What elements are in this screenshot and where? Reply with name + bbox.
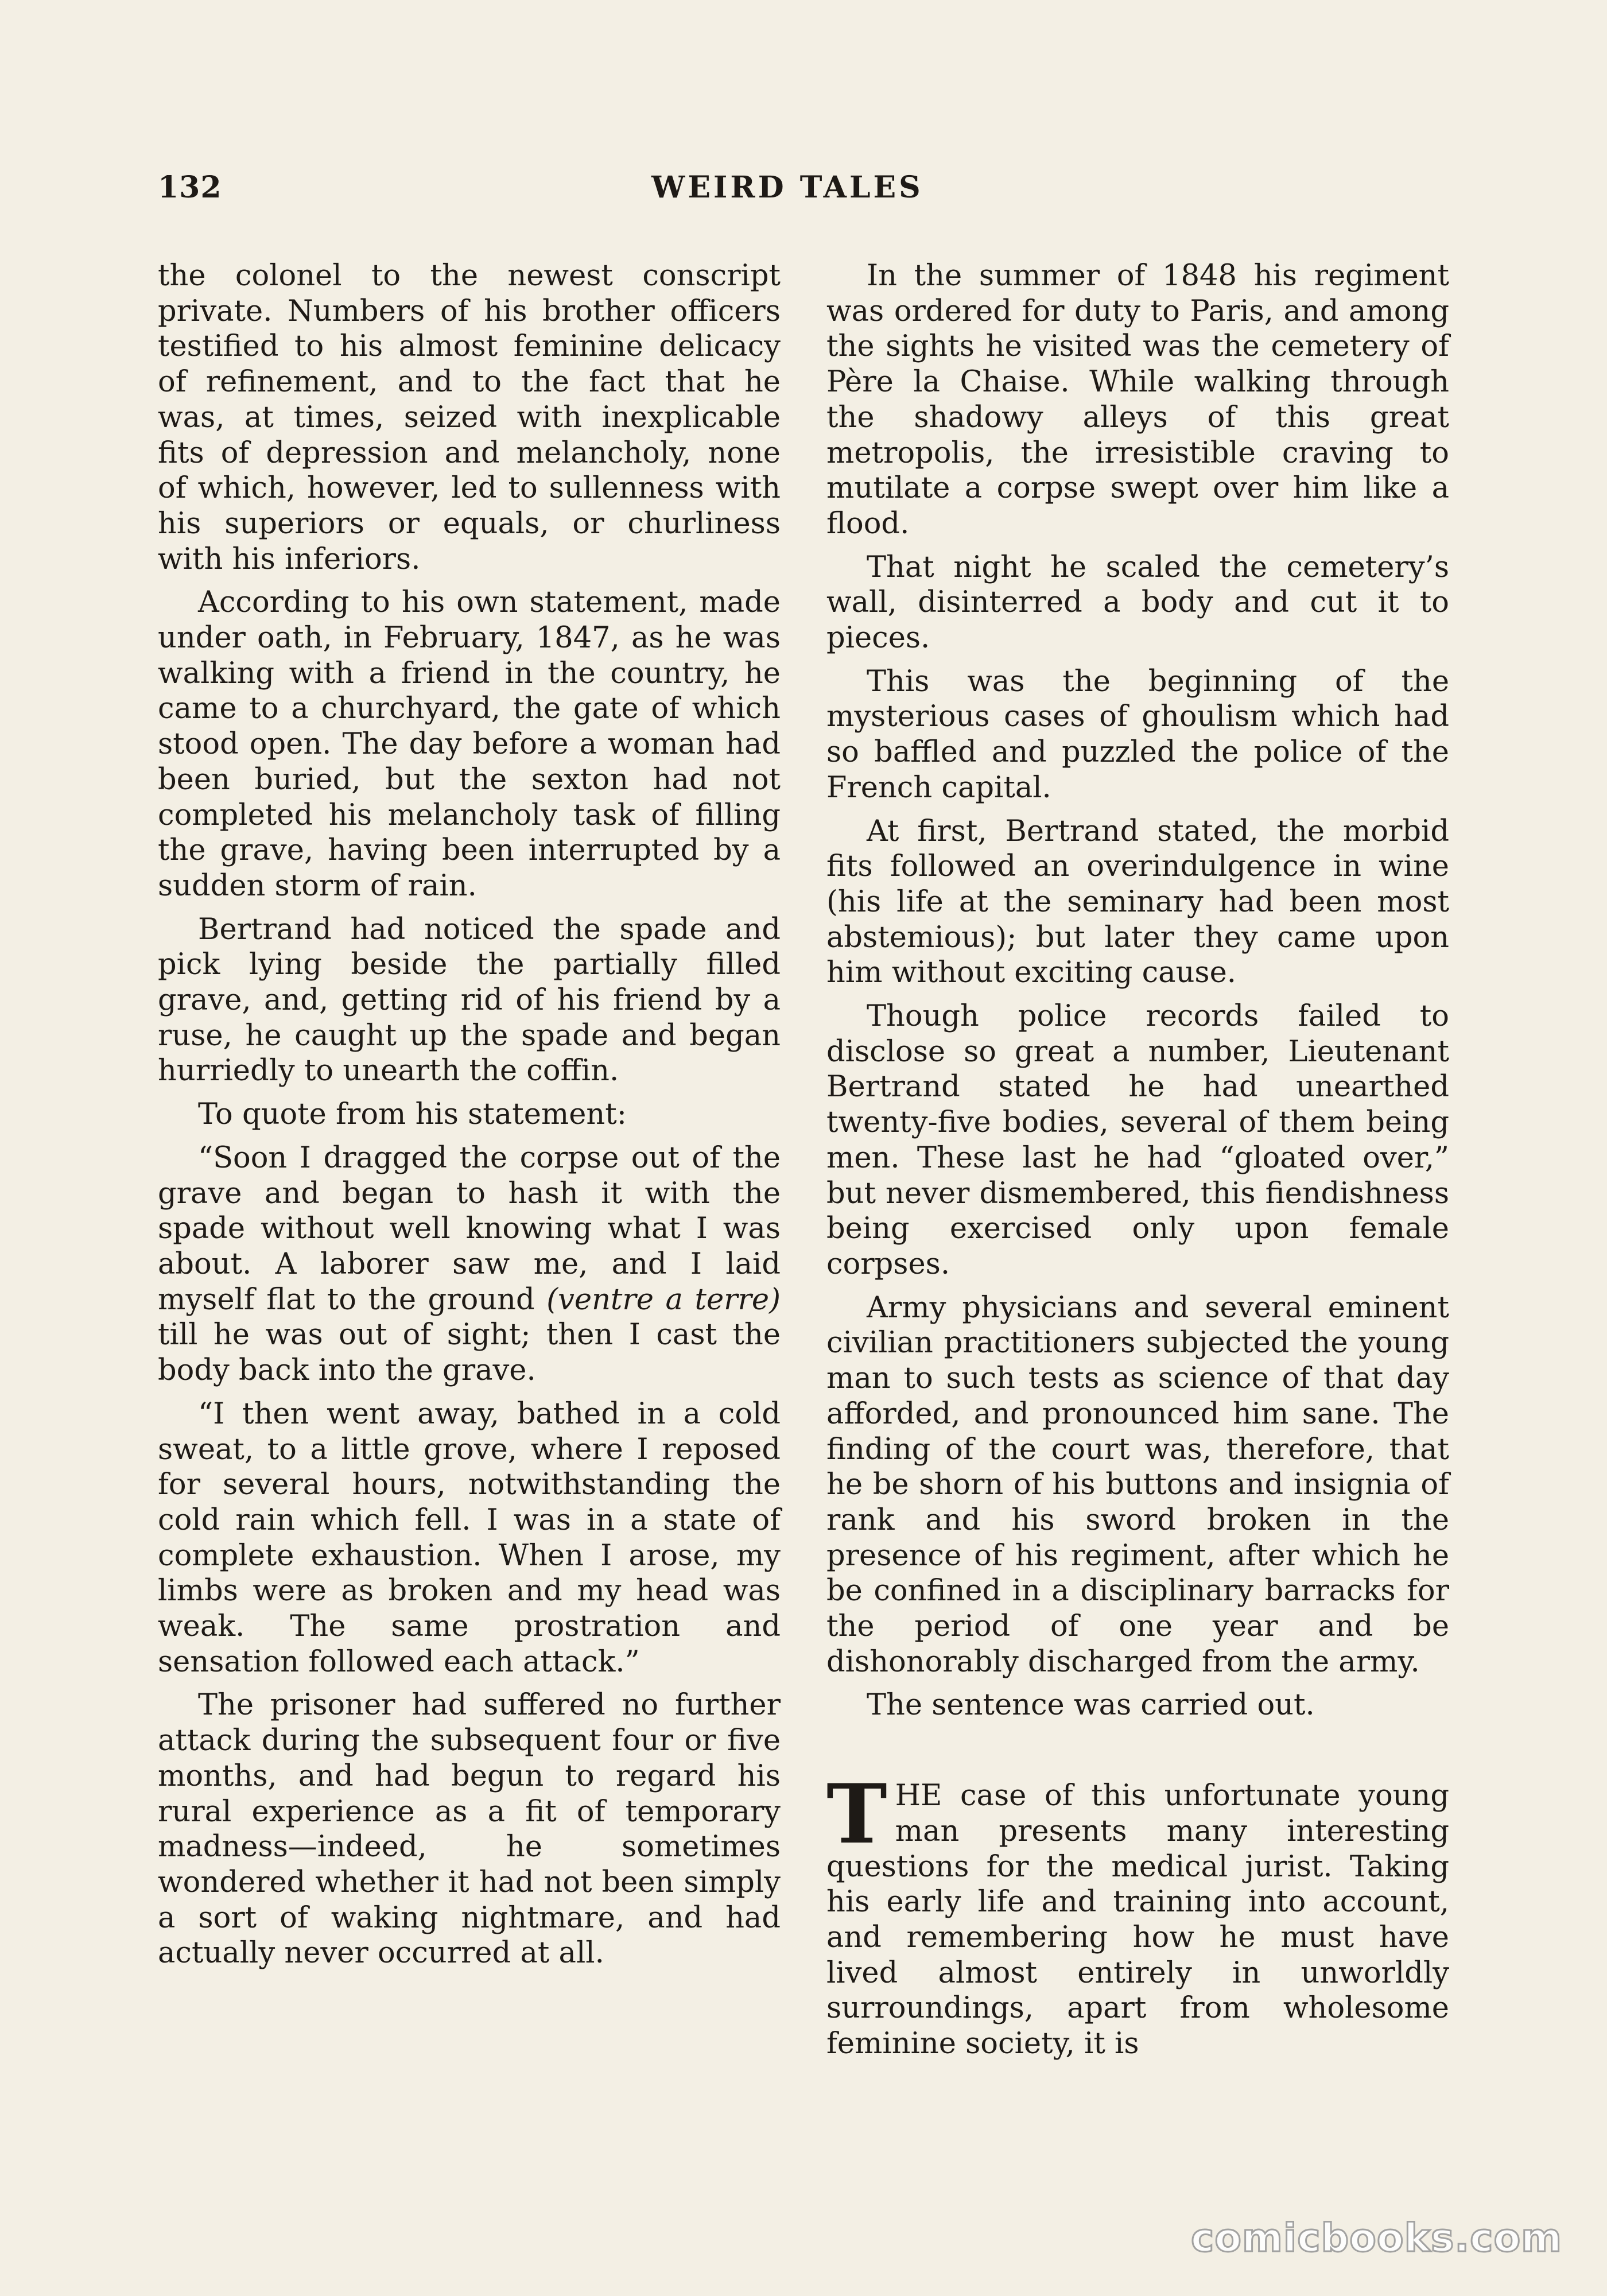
- quote-text: till he was out of sight; then I cast the body back into the grave.: [158, 1318, 781, 1388]
- paragraph: This was the beginning of the mysterious cases of ghoulism which had so baffled and puzzled the police of the French capital.: [826, 664, 1449, 805]
- right-column: [826, 258, 1449, 2070]
- paragraph: Army physicians and several eminent civilian practitioners subjected the young man to such tests as science of that day afforded, and pronounced him sane. The finding of the court was, therefore, that he be shorn of his buttons and insignia of rank and his sword broken in the presence of his regiment, after which he be confined in a disciplinary barracks for the period of one year and be dishonorably discharged from the army.: [826, 1290, 1449, 1679]
- quote-paragraph: “I then went away, bathed in a cold sweat, to a little grove, where I reposed for several hours, notwithstanding the cold rain which fell. I was in a state of complete exhaustion. When I arose, my limbs were as broken and my head was weak. The same prostration and sensation followed each attack.”: [158, 1397, 781, 1679]
- left-column: [158, 258, 781, 1979]
- running-header-title: WEIRD TALES: [651, 170, 923, 205]
- paragraph-text: HE case of this unfortunate young man presents many interesting questions for the medical jurist. Taking his early life and training into account, and remembering how he must have lived almost entirely in unworldly surroundings, apart from wholesome feminine society, it is: [826, 1779, 1449, 2061]
- section-opening-paragraph: [826, 1767, 1449, 2062]
- paragraph: At first, Bertrand stated, the morbid fits followed an overindulgence in wine (his life at the seminary had been most abstemious); but later they came upon him without exciting cause.: [826, 814, 1449, 990]
- page-number: 132: [158, 170, 222, 205]
- quote-paragraph: [158, 1141, 781, 1389]
- italic-phrase: (ventre a terre): [546, 1282, 781, 1317]
- paragraph: In the summer of 1848 his regiment was ordered for duty to Paris, and among the sights he visited was the cemetery of Père la Chaise. While walking through the shadowy alleys of this great metropolis, the irresistible craving to mutilate a corpse swept over him like a flood.: [826, 259, 1449, 541]
- paragraph: The prisoner had suffered no further attack during the subsequent four or five months, and had begun to regard his rural experience as a fit of temporary madness—indeed, he sometimes wondered whether it had not been simply a sort of waking nightmare, and had actually never occurred at all.: [158, 1688, 781, 1971]
- paragraph: Though police records failed to disclose so great a number, Lieutenant Bertrand stated he had unearthed twenty-five bodies, several of them being men. These last he had “gloated over,” but never dismembered, this fiendishness being exercised only upon female corpses.: [826, 999, 1449, 1281]
- paragraph: To quote from his statement:: [198, 1097, 627, 1132]
- paragraph: According to his own statement, made under oath, in February, 1847, as he was walking with a friend in the country, he came to a churchyard, the gate of which stood open. The day before a woman had been buried, but the sexton had not completed his melancholy task of filling the grave, having been interrupted by a sudden storm of rain.: [158, 585, 781, 903]
- paragraph: Bertrand had noticed the spade and pick lying beside the partially filled grave, and, getting rid of his friend by a ruse, he caught up the spade and began hurriedly to unearth the coffin.: [158, 912, 781, 1088]
- paragraph: The sentence was carried out.: [867, 1688, 1315, 1723]
- paragraph: the colonel to the newest conscript private. Numbers of his brother officers testified to his almost feminine delicacy of refinement, and to the fact that he was, at times, seized with inexplicable fits of depression and melancholy, none of which, however, led to sullenness with his superiors or equals, or churliness with his inferiors.: [158, 259, 781, 576]
- drop-cap: T: [826, 1767, 887, 1863]
- site-watermark: comicbooks.com: [1191, 2216, 1563, 2261]
- quote-text: “Soon I dragged the corpse out of the grave and began to hash it with the spade without well knowing what I was about. A laborer saw me, and I laid myself flat to the ground: [158, 1141, 781, 1317]
- paragraph: That night he scaled the cemetery’s wall, disinterred a body and cut it to pieces.: [826, 550, 1449, 656]
